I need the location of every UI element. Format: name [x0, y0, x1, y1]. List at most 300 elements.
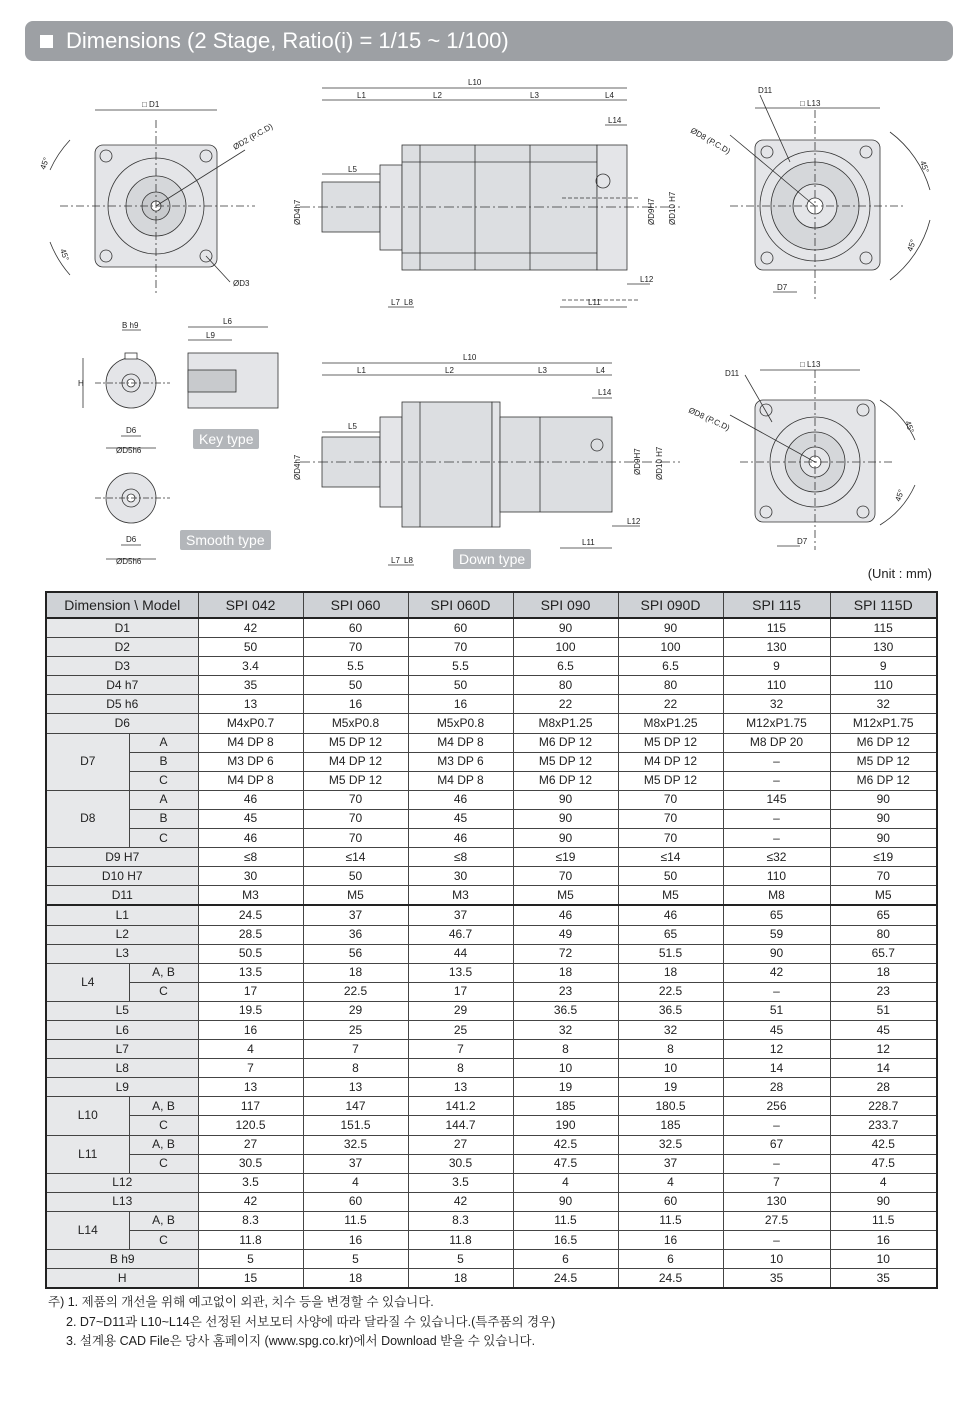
table-cell: 9: [723, 657, 830, 676]
row-sub-label: C: [129, 829, 198, 848]
table-cell: 29: [408, 1001, 513, 1020]
table-cell: 42.5: [513, 1135, 618, 1154]
table-cell: M3 DP 6: [408, 752, 513, 771]
table-cell: 36.5: [513, 1001, 618, 1020]
label-h: H: [78, 379, 84, 388]
table-cell: 16: [618, 1231, 723, 1250]
table-cell: 32.5: [618, 1135, 723, 1154]
table-cell: 80: [618, 676, 723, 695]
table-cell: 13: [408, 1078, 513, 1097]
table-cell: 25: [303, 1020, 408, 1039]
table-cell: M5 DP 12: [303, 771, 408, 790]
table-cell: 11.8: [408, 1231, 513, 1250]
table-cell: 27.5: [723, 1211, 830, 1230]
table-cell: M4 DP 12: [618, 752, 723, 771]
table-cell: 50: [408, 676, 513, 695]
table-cell: 10: [618, 1059, 723, 1078]
table-cell: 19.5: [198, 1001, 303, 1020]
row-label: L9: [46, 1078, 198, 1097]
table-cell: M4 DP 8: [408, 771, 513, 790]
label-l1-b: L1: [357, 366, 366, 375]
footnote: 2. D7~D11과 L10~L14은 선정된 서보모터 사양에 따라 달라질 수 있습니다.(특주품의 경우): [66, 1314, 556, 1329]
label-d1: □ D1: [142, 100, 160, 109]
table-cell: 6.5: [513, 657, 618, 676]
row-sub-label: C: [129, 1231, 198, 1250]
table-cell: 22: [618, 695, 723, 714]
row-label: D3: [46, 657, 198, 676]
table-cell: 8: [303, 1059, 408, 1078]
table-cell: 6: [618, 1250, 723, 1269]
table-cell: 8.3: [198, 1211, 303, 1230]
table-row: [46, 1040, 937, 1059]
table-row: [46, 1059, 937, 1078]
table-cell: 100: [618, 638, 723, 657]
table-cell: 24.5: [513, 1269, 618, 1289]
table-cell: 18: [303, 963, 408, 982]
table-cell: 115: [830, 618, 937, 638]
table-cell: M5 DP 12: [830, 752, 937, 771]
table-row: [46, 905, 937, 925]
row-group-label: D7: [46, 733, 129, 790]
table-row: [46, 1211, 937, 1230]
table-cell: 18: [618, 963, 723, 982]
table-cell: 36: [303, 925, 408, 944]
table-cell: 42: [408, 1192, 513, 1211]
table-cell: 42: [198, 618, 303, 638]
table-cell: 145: [723, 790, 830, 809]
table-cell: –: [723, 752, 830, 771]
table-row: [46, 1192, 937, 1211]
key-shaft-view: [78, 321, 170, 455]
row-sub-label: C: [129, 982, 198, 1001]
table-cell: 228.7: [830, 1097, 937, 1116]
label-l1: L1: [357, 91, 366, 100]
table-cell: 51: [830, 1001, 937, 1020]
table-cell: 5.5: [303, 657, 408, 676]
table-cell: 70: [303, 809, 408, 828]
table-cell: 11.8: [198, 1231, 303, 1250]
table-cell: 60: [303, 1192, 408, 1211]
table-cell: 7: [723, 1173, 830, 1192]
label-l4-b: L4: [596, 366, 605, 375]
row-label: D4 h7: [46, 676, 198, 695]
label-l10-b: L10: [463, 353, 477, 362]
table-row: [46, 1001, 937, 1020]
table-cell: 30: [198, 867, 303, 886]
table-cell: 3.5: [408, 1173, 513, 1192]
table-cell: M8 DP 20: [723, 733, 830, 752]
row-label: L3: [46, 944, 198, 963]
table-cell: 22: [513, 695, 618, 714]
table-cell: 28.5: [198, 925, 303, 944]
label-d8-b: ØD8 (P.C.D): [687, 405, 732, 433]
table-cell: M4 DP 8: [198, 771, 303, 790]
table-cell: –: [723, 1154, 830, 1173]
label-l3-b: L3: [538, 366, 547, 375]
table-cell: M5 DP 12: [618, 771, 723, 790]
table-cell: 151.5: [303, 1116, 408, 1135]
row-sub-label: C: [129, 1154, 198, 1173]
row-group-label: L4: [46, 963, 129, 1001]
label-l3: L3: [530, 91, 539, 100]
label-l13-b: □ L13: [800, 360, 821, 369]
table-row: [46, 733, 937, 752]
label-l5-b: L5: [348, 422, 357, 431]
table-cell: M6 DP 12: [830, 771, 937, 790]
table-cell: ≤32: [723, 848, 830, 867]
table-cell: 16: [198, 1020, 303, 1039]
table-cell: 29: [303, 1001, 408, 1020]
down-type-side-view: [293, 353, 680, 565]
table-cell: 35: [830, 1269, 937, 1289]
dimensions-table: [45, 591, 938, 1289]
row-sub-label: A, B: [129, 1211, 198, 1230]
table-cell: 42.5: [830, 1135, 937, 1154]
table-cell: 7: [303, 1040, 408, 1059]
row-label: L12: [46, 1173, 198, 1192]
table-cell: M3: [198, 886, 303, 906]
table-cell: 65: [830, 905, 937, 925]
table-row: [46, 638, 937, 657]
table-row: [46, 1269, 937, 1289]
table-cell: 4: [513, 1173, 618, 1192]
table-row: [46, 1116, 937, 1135]
table-cell: 28: [723, 1078, 830, 1097]
table-cell: 4: [198, 1040, 303, 1059]
footnotes: [48, 1293, 555, 1352]
table-cell: 19: [513, 1078, 618, 1097]
table-cell: 18: [408, 1269, 513, 1289]
table-row: [46, 809, 937, 828]
table-cell: 15: [198, 1269, 303, 1289]
label-d5-a: ØD5h6: [116, 446, 142, 455]
table-cell: 46: [408, 829, 513, 848]
label-l11-b: L11: [582, 538, 595, 547]
table-cell: M4 DP 12: [303, 752, 408, 771]
row-sub-label: A, B: [129, 963, 198, 982]
header-model: SPI 090: [513, 592, 618, 618]
table-cell: –: [723, 982, 830, 1001]
table-cell: –: [723, 1116, 830, 1135]
label-l8: L8: [404, 298, 413, 307]
table-cell: 90: [618, 618, 723, 638]
label-l4: L4: [605, 91, 614, 100]
table-cell: 50: [303, 867, 408, 886]
table-row: [46, 1154, 937, 1173]
table-cell: 10: [830, 1250, 937, 1269]
label-d4: ØD4h7: [293, 199, 302, 225]
table-cell: 6: [513, 1250, 618, 1269]
row-sub-label: A, B: [129, 1135, 198, 1154]
table-cell: 18: [303, 1269, 408, 1289]
table-cell: 22.5: [618, 982, 723, 1001]
label-d4-b: ØD4h7: [293, 454, 302, 480]
table-cell: 90: [513, 790, 618, 809]
row-sub-label: A: [129, 733, 198, 752]
label-d9-b: ØD9H7: [633, 448, 642, 475]
table-cell: 50: [198, 638, 303, 657]
table-cell: 49: [513, 925, 618, 944]
row-label: L7: [46, 1040, 198, 1059]
label-l14: L14: [608, 116, 622, 125]
label-l12-b: L12: [627, 517, 641, 526]
smooth-shaft-view: [95, 473, 170, 566]
table-cell: 16: [830, 1231, 937, 1250]
table-cell: M12xP1.75: [830, 714, 937, 733]
table-cell: 17: [198, 982, 303, 1001]
table-cell: 256: [723, 1097, 830, 1116]
header-model: SPI 090D: [618, 592, 723, 618]
label-d10: ØD10 H7: [668, 191, 677, 225]
table-cell: 110: [723, 867, 830, 886]
row-label: B h9: [46, 1250, 198, 1269]
table-cell: 56: [303, 944, 408, 963]
table-cell: 24.5: [618, 1269, 723, 1289]
table-cell: 46: [198, 829, 303, 848]
table-cell: 36.5: [618, 1001, 723, 1020]
table-cell: M12xP1.75: [723, 714, 830, 733]
label-l14-b: L14: [598, 388, 612, 397]
table-cell: 45: [723, 1020, 830, 1039]
table-cell: 35: [198, 676, 303, 695]
table-cell: 46: [513, 905, 618, 925]
table-row: [46, 1078, 937, 1097]
table-row: [46, 1173, 937, 1192]
table-cell: 80: [830, 925, 937, 944]
table-cell: 7: [408, 1040, 513, 1059]
table-cell: M5: [513, 886, 618, 906]
table-cell: 130: [723, 638, 830, 657]
header-model: SPI 060D: [408, 592, 513, 618]
table-cell: 100: [513, 638, 618, 657]
table-cell: 37: [303, 1154, 408, 1173]
table-cell: 42: [198, 1192, 303, 1211]
label-l7-b: L7: [391, 556, 400, 565]
label-45-f: 45°: [893, 488, 907, 503]
table-cell: 44: [408, 944, 513, 963]
header-model: SPI 115: [723, 592, 830, 618]
table-cell: ≤14: [303, 848, 408, 867]
table-cell: 45: [830, 1020, 937, 1039]
label-l9: L9: [206, 331, 215, 340]
label-l11: L11: [588, 298, 601, 307]
table-cell: 22.5: [303, 982, 408, 1001]
row-sub-label: A: [129, 790, 198, 809]
table-cell: 17: [408, 982, 513, 1001]
table-cell: –: [723, 809, 830, 828]
table-cell: 90: [830, 790, 937, 809]
table-cell: 12: [830, 1040, 937, 1059]
row-label: L8: [46, 1059, 198, 1078]
table-cell: M3 DP 6: [198, 752, 303, 771]
table-cell: 24.5: [198, 905, 303, 925]
row-label: D11: [46, 886, 198, 906]
smooth-type-label: Smooth type: [180, 530, 271, 550]
label-d7-b: D7: [797, 537, 808, 546]
table-cell: 27: [408, 1135, 513, 1154]
table-row: [46, 963, 937, 982]
shaft-section-view: [188, 317, 278, 408]
flange-front-view: [38, 100, 274, 295]
table-cell: 70: [618, 809, 723, 828]
table-cell: M5 DP 12: [303, 733, 408, 752]
table-cell: 90: [513, 1192, 618, 1211]
table-cell: 10: [723, 1250, 830, 1269]
table-cell: 185: [513, 1097, 618, 1116]
table-cell: 23: [830, 982, 937, 1001]
table-cell: 5: [408, 1250, 513, 1269]
table-cell: 70: [303, 829, 408, 848]
table-cell: 50: [303, 676, 408, 695]
table-cell: 90: [513, 809, 618, 828]
table-row: [46, 771, 937, 790]
row-sub-label: A, B: [129, 1097, 198, 1116]
table-row: [46, 925, 937, 944]
table-cell: M5xP0.8: [303, 714, 408, 733]
table-cell: 13: [303, 1078, 408, 1097]
table-row: [46, 695, 937, 714]
table-cell: 90: [723, 944, 830, 963]
label-l5: L5: [348, 165, 357, 174]
table-cell: 46.7: [408, 925, 513, 944]
table-cell: 65: [723, 905, 830, 925]
down-type-flange-view: [687, 360, 916, 550]
table-cell: 16: [303, 1231, 408, 1250]
table-cell: 32: [513, 1020, 618, 1039]
table-cell: M8: [723, 886, 830, 906]
table-cell: 70: [303, 790, 408, 809]
table-cell: 30.5: [408, 1154, 513, 1173]
table-cell: 14: [723, 1059, 830, 1078]
table-row: [46, 1250, 937, 1269]
table-cell: 8.3: [408, 1211, 513, 1230]
table-cell: 70: [513, 867, 618, 886]
table-cell: 70: [830, 867, 937, 886]
table-cell: 110: [723, 676, 830, 695]
table-cell: 46: [408, 790, 513, 809]
table-cell: 70: [618, 790, 723, 809]
table-cell: 60: [303, 618, 408, 638]
label-45-a: 45°: [38, 156, 52, 171]
label-d10-b: ØD10 H7: [655, 446, 664, 480]
table-row: [46, 1020, 937, 1039]
section-title: Dimensions (2 Stage, Ratio(i) = 1/15 ~ 1/100): [66, 28, 509, 53]
table-cell: ≤14: [618, 848, 723, 867]
table-cell: 14: [830, 1059, 937, 1078]
row-group-label: L10: [46, 1097, 129, 1135]
table-cell: 50.5: [198, 944, 303, 963]
table-cell: 50: [618, 867, 723, 886]
table-cell: 47.5: [513, 1154, 618, 1173]
table-cell: 8: [618, 1040, 723, 1059]
table-cell: 130: [723, 1192, 830, 1211]
table-cell: 37: [618, 1154, 723, 1173]
table-cell: –: [723, 771, 830, 790]
table-cell: –: [723, 829, 830, 848]
table-header-row: [46, 592, 937, 618]
table-cell: M6 DP 12: [513, 771, 618, 790]
table-row: [46, 1135, 937, 1154]
table-cell: 144.7: [408, 1116, 513, 1135]
table-cell: 110: [830, 676, 937, 695]
row-label: L13: [46, 1192, 198, 1211]
table-cell: 35: [723, 1269, 830, 1289]
table-row: [46, 618, 937, 638]
table-cell: 28: [830, 1078, 937, 1097]
table-row: [46, 982, 937, 1001]
table-cell: 37: [408, 905, 513, 925]
table-cell: 27: [198, 1135, 303, 1154]
table-cell: 32.5: [303, 1135, 408, 1154]
table-cell: 117: [198, 1097, 303, 1116]
label-l12: L12: [640, 275, 654, 284]
row-sub-label: B: [129, 809, 198, 828]
section-header: [25, 21, 953, 61]
table-cell: 233.7: [830, 1116, 937, 1135]
label-d9: ØD9H7: [647, 198, 656, 225]
row-group-label: L14: [46, 1211, 129, 1249]
label-45-e: 45°: [903, 419, 916, 435]
table-cell: 46: [618, 905, 723, 925]
table-cell: 70: [303, 638, 408, 657]
table-row: [46, 657, 937, 676]
table-cell: 59: [723, 925, 830, 944]
row-label: L2: [46, 925, 198, 944]
table-cell: 32: [830, 695, 937, 714]
row-label: D5 h6: [46, 695, 198, 714]
label-45-b: 45°: [58, 247, 71, 263]
table-cell: 42: [723, 963, 830, 982]
table-cell: M4 DP 8: [408, 733, 513, 752]
label-d6-a: D6: [126, 426, 137, 435]
label-45-d: 45°: [905, 238, 919, 253]
table-cell: 130: [830, 638, 937, 657]
row-label: H: [46, 1269, 198, 1289]
table-row: [46, 829, 937, 848]
row-label: D9 H7: [46, 848, 198, 867]
table-cell: 8: [408, 1059, 513, 1078]
label-45-c: 45°: [918, 159, 931, 175]
table-cell: 13: [198, 1078, 303, 1097]
label-d7: D7: [777, 283, 788, 292]
table-cell: 37: [303, 905, 408, 925]
table-cell: 90: [830, 829, 937, 848]
table-cell: 3.4: [198, 657, 303, 676]
table-cell: M5: [618, 886, 723, 906]
table-cell: 30.5: [198, 1154, 303, 1173]
table-cell: 67: [723, 1135, 830, 1154]
side-view-top: [293, 78, 680, 307]
table-cell: 5.5: [408, 657, 513, 676]
row-label: L5: [46, 1001, 198, 1020]
label-d2: ØD2 (P.C.D): [231, 121, 275, 152]
table-cell: 4: [618, 1173, 723, 1192]
table-cell: ≤19: [830, 848, 937, 867]
table-cell: M5xP0.8: [408, 714, 513, 733]
table-cell: 32: [618, 1020, 723, 1039]
table-cell: 72: [513, 944, 618, 963]
table-cell: 51.5: [618, 944, 723, 963]
row-label: L6: [46, 1020, 198, 1039]
down-type-label: Down type: [453, 549, 531, 569]
table-cell: 45: [198, 809, 303, 828]
table-cell: 11.5: [513, 1211, 618, 1230]
row-label: D6: [46, 714, 198, 733]
header-model: SPI 042: [198, 592, 303, 618]
row-label: D1: [46, 618, 198, 638]
table-cell: 18: [830, 963, 937, 982]
table-cell: 70: [618, 829, 723, 848]
